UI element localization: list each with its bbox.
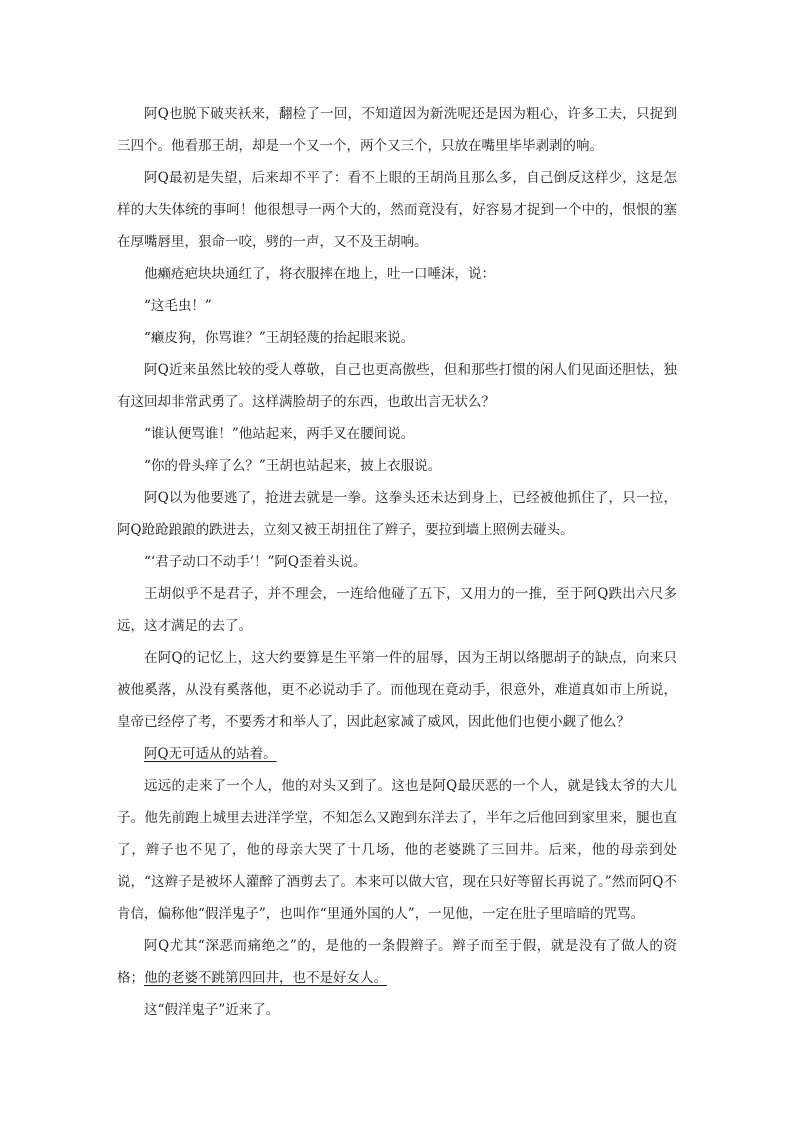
underlined-sentence-1: 阿Q无可适从的站着。 xyxy=(144,746,277,762)
paragraph-12: 在阿Q的记忆上，这大约要算是生平第一件的屈辱，因为王胡以络腮胡子的缺点，向来只被他奚落，从没有奚落他，更不必说动手了。而他现在竟动手，很意外，难道真如市上所说，皇帝已经停了考，不要秀才和举人了，因此赵家减了威风，因此他们也便小觑了他么？ xyxy=(117,650,677,730)
paragraph-8: “你的骨头痒了么？”王胡也站起来，披上衣服说。 xyxy=(144,458,442,474)
paragraph-15-text: 阿Q尤其“深恶而痛绝之”的，是他的一条假辫子。辫子而至于假，就是没有了做人的资格； xyxy=(117,938,677,986)
paragraph-15 xyxy=(117,930,677,994)
paragraph-2: 阿Q最初是失望，后来却不平了：看不上眼的王胡尚且那么多，自己倒反这样少，这是怎样的大失体统的事呵！他很想寻一两个大的，然而竟没有，好容易才捉到一个中的，恨恨的塞在厚嘴唇里，狠命一咬，劈的一声，又不及王胡响。 xyxy=(117,170,677,250)
paragraph-7: “谁认便骂谁！”他站起来，两手叉在腰间说。 xyxy=(144,426,415,442)
paragraph-1: 阿Q也脱下破夹袄来，翻检了一回，不知道因为新洗呢还是因为粗心，许多工夫，只捉到三四个。他看那王胡，却是一个又一个，两个又三个，只放在嘴里毕毕剥剥的响。 xyxy=(117,106,677,154)
paragraph-16: 这“假洋鬼子”近来了。 xyxy=(144,1002,280,1018)
document-page xyxy=(117,98,677,1026)
underlined-sentence-2: 他的老婆不跳第四回井，也不是好女人。 xyxy=(144,970,387,986)
paragraph-11: 王胡似乎不是君子，并不理会，一连给他碰了五下，又用力的一推，至于阿Q跌出六尺多远，这才满足的去了。 xyxy=(117,586,677,634)
paragraph-9: 阿Q以为他要逃了，抢进去就是一拳。这拳头还未达到身上，已经被他抓住了，只一拉，阿Q跄跄踉踉的跌进去，立刻又被王胡扭住了辫子，要拉到墙上照例去碰头。 xyxy=(117,490,677,538)
paragraph-5: “癞皮狗，你骂谁？”王胡轻蔑的抬起眼来说。 xyxy=(144,330,415,346)
paragraph-10: “‘君子动口不动手’！”阿Q歪着头说。 xyxy=(144,554,367,570)
paragraph-13 xyxy=(117,738,677,770)
paragraph-4: “这毛虫！” xyxy=(144,298,212,314)
paragraph-6: 阿Q近来虽然比较的受人尊敬，自己也更高傲些，但和那些打惯的闲人们见面还胆怯，独有这回却非常武勇了。这样满脸胡子的东西，也敢出言无状么？ xyxy=(117,362,677,410)
paragraph-3: 他癞疮疤块块通红了，将衣服摔在地上，吐一口唾沫，说： xyxy=(144,266,495,282)
paragraph-14: 远远的走来了一个人，他的对头又到了。这也是阿Q最厌恶的一个人，就是钱太爷的大儿子。他先前跑上城里去进洋学堂，不知怎么又跑到东洋去了，半年之后他回到家里来，腿也直了，辫子也不见了，他的母亲大哭了十几场，他的老婆跳了三回井。后来，他的母亲到处说，“这辫子是被坏人灌醉了酒剪去了。本来可以做大官，现在只好等留长再说了。”然而阿Q不肯信，偏称他“假洋鬼子”，也叫作“里通外国的人”，一见他，一定在肚子里暗暗的咒骂。 xyxy=(117,778,677,922)
